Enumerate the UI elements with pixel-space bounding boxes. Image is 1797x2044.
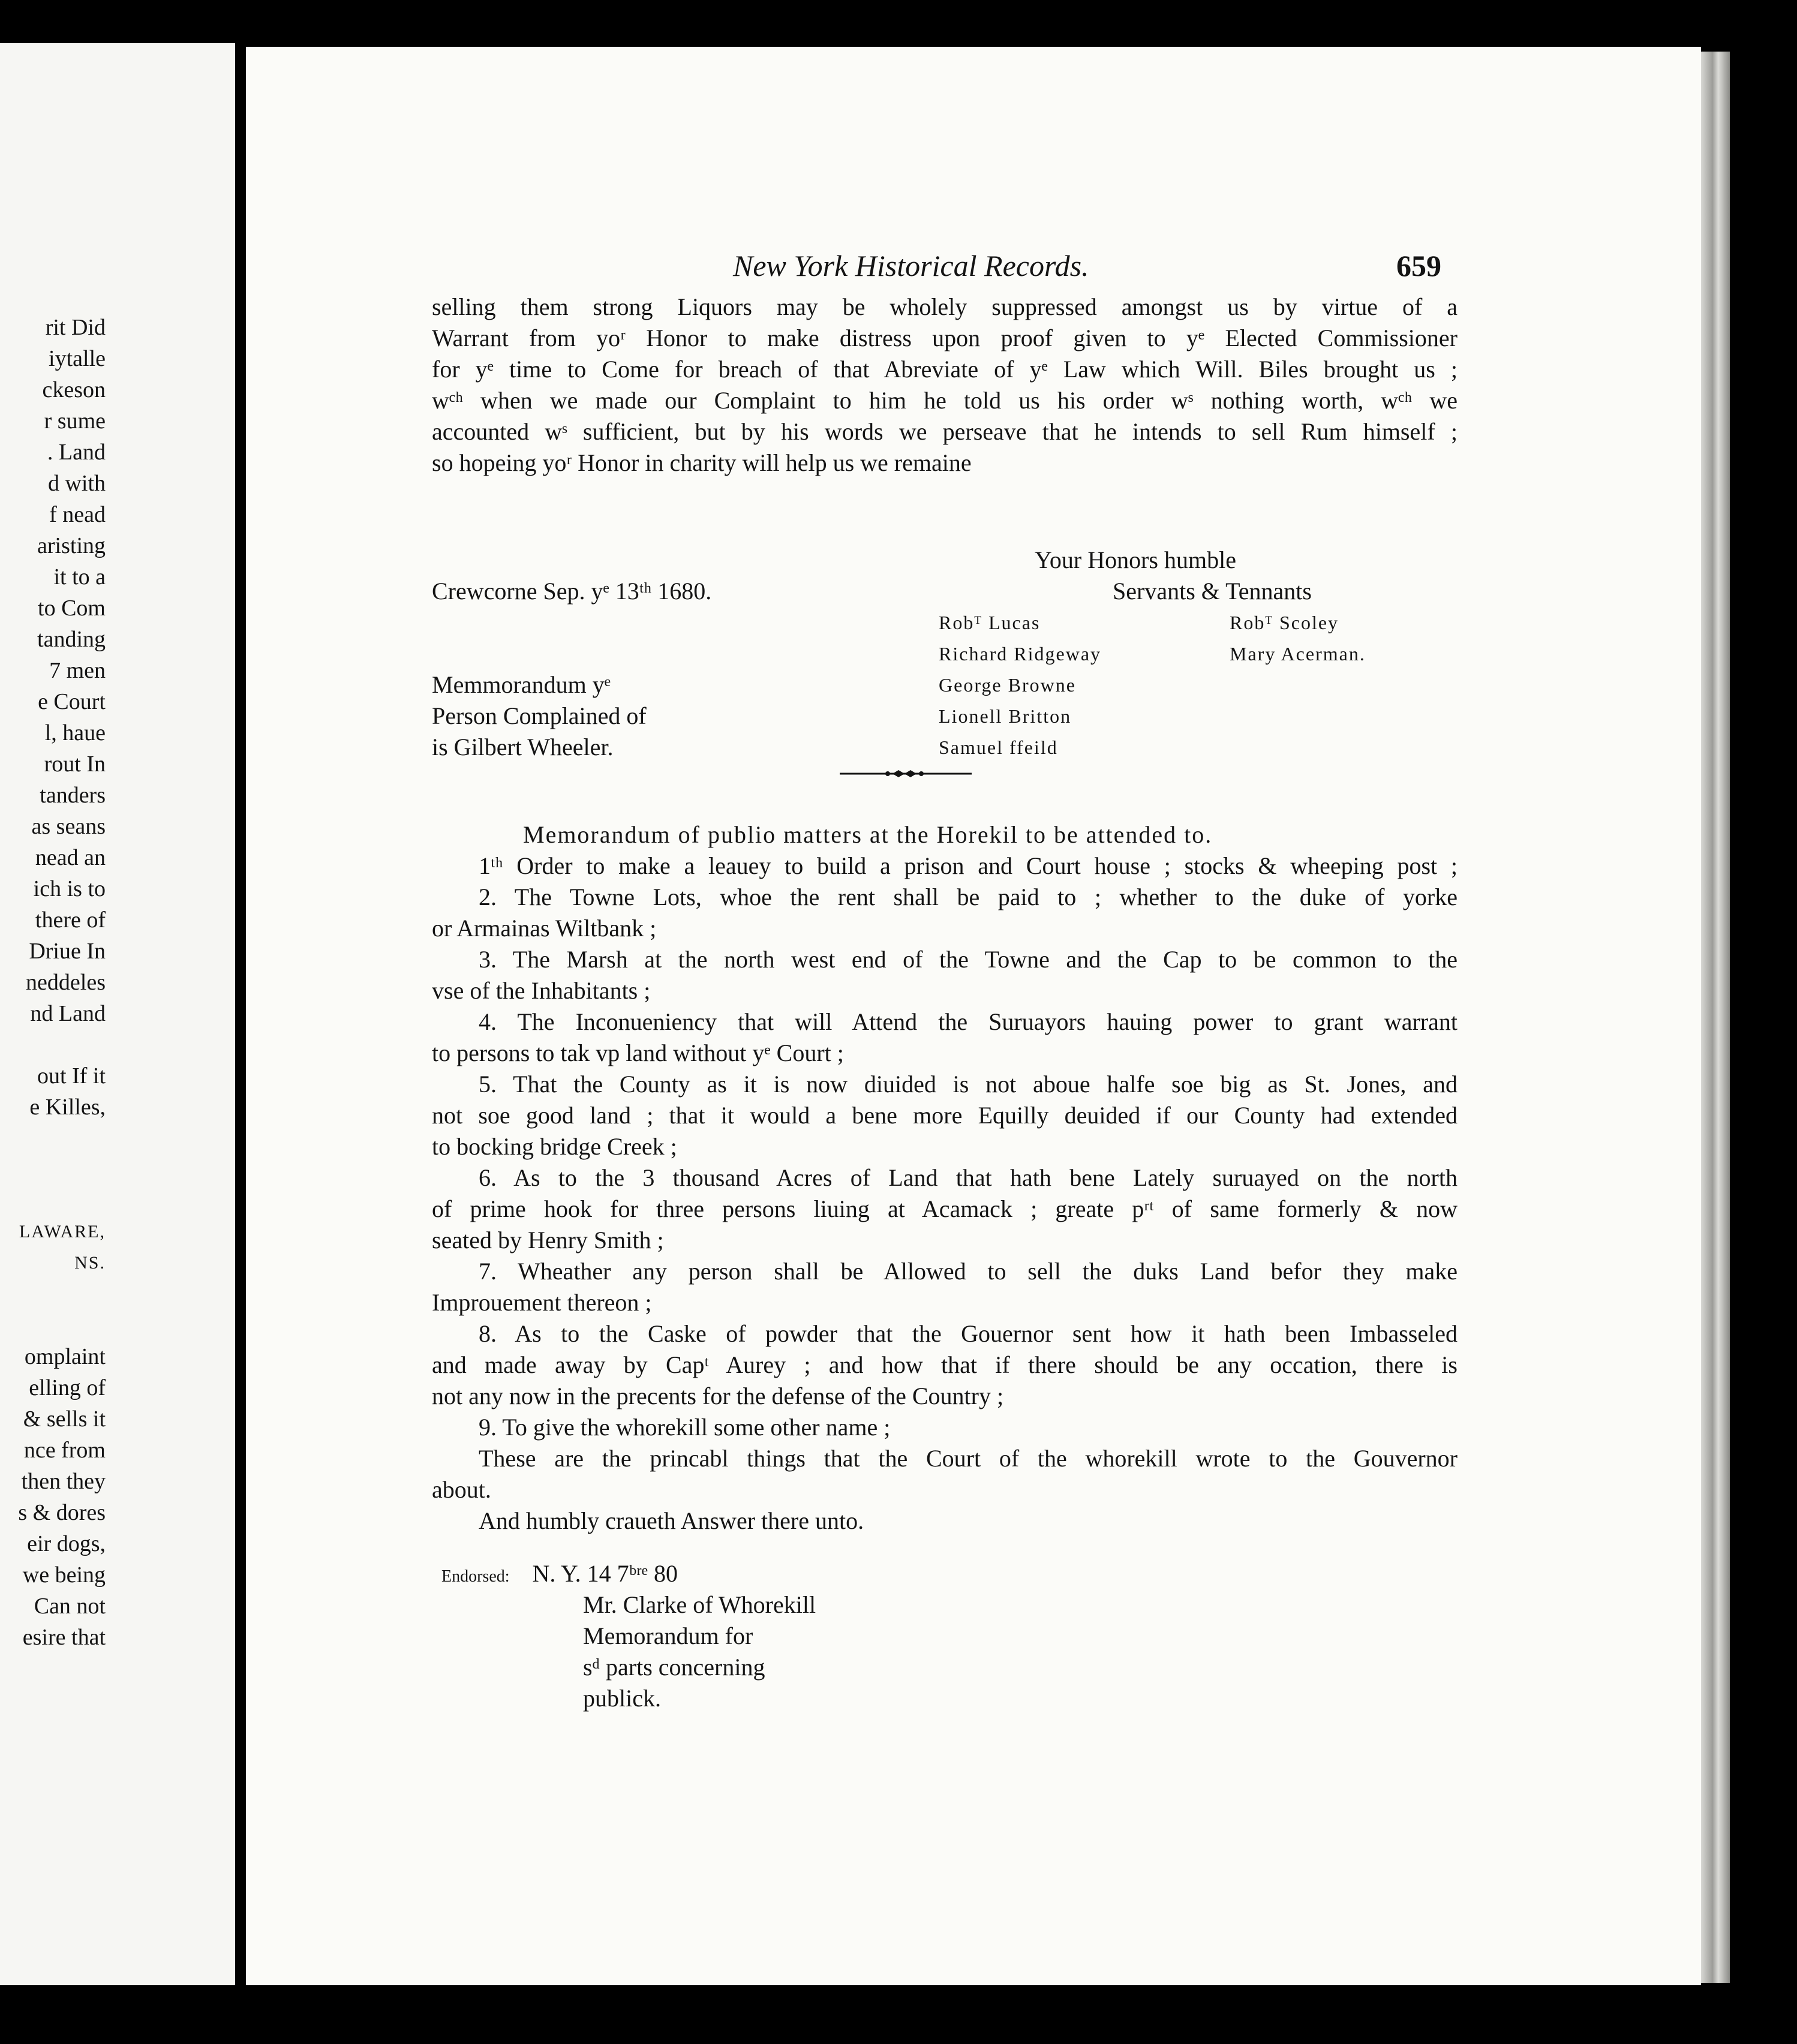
memorandum-note-line: Memmorandum yᵉ: [432, 671, 611, 698]
memorandum-note-line: Person Complained of: [432, 702, 647, 729]
page-edge: [1701, 52, 1730, 1983]
left-page-text: [0, 312, 106, 1653]
left-page-line: elling of: [29, 1375, 106, 1400]
memorandum-line: and made away by Capᵗ Aurey ; and how that if there should be any occation, there is: [432, 1351, 1458, 1378]
left-page-line: rout In: [44, 752, 106, 777]
endorsement-line: sᵈ parts concerning: [583, 1654, 765, 1681]
left-page-line: tanders: [40, 783, 106, 808]
running-title: New York Historical Records.: [733, 249, 1089, 282]
left-page-line: [0, 1029, 106, 1060]
left-page-line: LAWARE,: [19, 1222, 106, 1242]
signer-name: Samuel ffeild: [939, 737, 1058, 758]
left-page-line: r sume: [44, 408, 106, 434]
signer-name: Robᵀ Lucas: [939, 612, 1041, 633]
memorandum-line: not any now in the precents for the defense of the Country ;: [432, 1382, 1004, 1409]
left-page-line: nce from: [23, 1438, 106, 1463]
endorsed-label: Endorsed:: [441, 1567, 510, 1586]
memorandum-line: 3. The Marsh at the north west end of the Towne and the Cap to be common to the: [479, 946, 1458, 973]
endorsement-first-line: [441, 1558, 678, 1592]
memorandum-heading: Memorandum of publio matters at the Horekil to be attended to.: [523, 821, 1213, 848]
endorsement-lines: [583, 1589, 816, 1714]
memorandum-line: or Armainas Wiltbank ;: [432, 915, 657, 942]
endorsement-date: N. Y. 14 7ᵇʳᵉ 80: [532, 1560, 678, 1587]
memorandum-line: about.: [432, 1476, 491, 1503]
memorandum-line: of prime hook for three persons liuing at Acamack ; greate pʳᵗ of same formerly & now: [432, 1195, 1458, 1222]
left-page-line: then they: [21, 1469, 106, 1494]
book-gutter: [235, 43, 246, 1985]
left-page-line: Can not: [34, 1594, 106, 1619]
left-page-line: [0, 1310, 106, 1341]
endorsement-line: Mr. Clarke of Whorekill: [583, 1591, 816, 1618]
letter-body: [432, 291, 1458, 479]
left-page-line: nead an: [35, 845, 106, 870]
left-page-line: we being: [22, 1562, 106, 1588]
memorandum-line: These are the princabl things that the Court of the whorekill wrote to the Gouvernor: [479, 1445, 1458, 1472]
closing-line-1: Your Honors humble: [1035, 546, 1236, 573]
endorsement-line: Memorandum for: [583, 1622, 753, 1649]
signer-name: Robᵀ Scoley: [1230, 612, 1339, 633]
left-page-line: [0, 1154, 106, 1185]
letter-line: for yᵉ time to Come for breach of that Abreviate of yᵉ Law which Will. Biles brought us ;: [432, 356, 1458, 383]
left-page-line: ckeson: [42, 377, 106, 402]
ornament-divider: [840, 765, 972, 783]
left-page-line: as seans: [31, 814, 106, 839]
left-page-line: out If it: [37, 1063, 106, 1089]
left-page-line: e Killes,: [29, 1095, 106, 1120]
memorandum-line: 5. That the County as it is now diuided is not aboue halfe soe big as St. Jones, and: [479, 1071, 1458, 1098]
page-header: [246, 248, 1701, 290]
closing-line-2: Servants & Tennants: [1113, 578, 1312, 605]
left-page-line: eir dogs,: [27, 1531, 106, 1556]
memorandum-line: 7. Wheather any person shall be Allowed to sell the duks Land befor they make: [479, 1258, 1458, 1285]
left-page-line: [0, 1185, 106, 1216]
left-page-line: . Land: [47, 440, 106, 465]
memorandum-line: vse of the Inhabitants ;: [432, 977, 651, 1004]
memorandum-line: Improuement thereon ;: [432, 1289, 652, 1316]
letter-line: Warrant from yoʳ Honor to make distress upon proof given to yᵉ Elected Commissioner: [432, 324, 1458, 351]
memorandum-line: 1ᵗʰ Order to make a leauey to build a prison and Court house ; stocks & wheeping post ;: [479, 852, 1458, 879]
left-page-line: it to a: [53, 564, 106, 590]
memorandum-line: not soe good land ; that it would a bene more Equilly deuided if our County had extended: [432, 1102, 1458, 1129]
letter-line: accounted wˢ sufficient, but by his words we perseave that he intends to sell Rum himself ;: [432, 418, 1458, 445]
left-page-line: s & dores: [18, 1500, 106, 1525]
memorandum-line: 2. The Towne Lots, whoe the rent shall be paid to ; whether to the duke of yorke: [479, 883, 1458, 910]
left-facing-page: [0, 43, 235, 1985]
memorandum-line: to persons to tak vp land without yᵉ Court ;: [432, 1039, 844, 1066]
left-page-line: esire that: [22, 1625, 106, 1650]
memorandum-line: 4. The Inconueniency that will Attend the Suruayors hauing power to grant warrant: [479, 1008, 1458, 1035]
left-page-line: Driue In: [29, 939, 106, 964]
place-date: Crewcorne Sep. yᵉ 13ᵗʰ 1680.: [432, 578, 712, 605]
left-page-line: aristing: [37, 533, 106, 558]
left-page-line: nd Land: [30, 1001, 106, 1026]
memorandum-line: 6. As to the 3 thousand Acres of Land that hath bene Lately suruayed on the north: [479, 1164, 1458, 1191]
letter-last-line: so hopeing yoʳ Honor in charity will help us we remaine: [432, 449, 972, 476]
signer-name: Mary Acerman.: [1230, 643, 1366, 665]
memorandum-line: to bocking bridge Creek ;: [432, 1133, 677, 1160]
left-page-line: rit Did: [45, 315, 106, 340]
document-page: [246, 47, 1701, 1985]
left-page-line: omplaint: [24, 1344, 106, 1369]
left-page-line: [0, 1123, 106, 1154]
memorandum-note-line: is Gilbert Wheeler.: [432, 734, 614, 761]
left-page-line: iytalle: [49, 346, 106, 371]
signer-name: Lionell Britton: [939, 705, 1072, 727]
left-page-line: f nead: [49, 502, 106, 527]
letter-line: wᶜʰ when we made our Complaint to him he told us his order wˢ nothing worth, wᶜʰ we: [432, 387, 1458, 414]
signer-name: Richard Ridgeway: [939, 643, 1102, 665]
signers-column-1: [939, 607, 1101, 763]
left-page-line: neddeles: [26, 970, 106, 995]
left-page-line: e Court: [38, 689, 106, 714]
memorandum-line: seated by Henry Smith ;: [432, 1227, 664, 1254]
left-page-line: & sells it: [23, 1406, 106, 1432]
left-page-line: NS.: [74, 1253, 106, 1273]
signer-name: George Browne: [939, 674, 1076, 696]
left-page-line: [0, 1279, 106, 1310]
memorandum-list: [432, 850, 1458, 1537]
left-page-line: tanding: [37, 627, 106, 652]
memorandum-note: [432, 669, 647, 763]
left-page-line: 7 men: [49, 658, 106, 683]
signers-column-2: [1230, 607, 1366, 669]
left-page-line: there of: [35, 907, 106, 933]
memorandum-line: 8. As to the Caske of powder that the Gouernor sent how it hath been Imbasseled: [479, 1320, 1458, 1347]
page-number: 659: [1396, 249, 1441, 282]
left-page-line: d with: [47, 471, 106, 496]
letter-line: selling them strong Liquors may be wholely suppressed amongst us by virtue of a: [432, 293, 1458, 320]
left-page-line: ich is to: [33, 876, 106, 901]
memorandum-line: And humbly craueth Answer there unto.: [479, 1507, 864, 1534]
left-page-line: l, haue: [44, 720, 106, 746]
endorsement-line: publick.: [583, 1685, 661, 1712]
left-page-line: to Com: [38, 596, 106, 621]
memorandum-line: 9. To give the whorekill some other name ;: [479, 1414, 891, 1441]
